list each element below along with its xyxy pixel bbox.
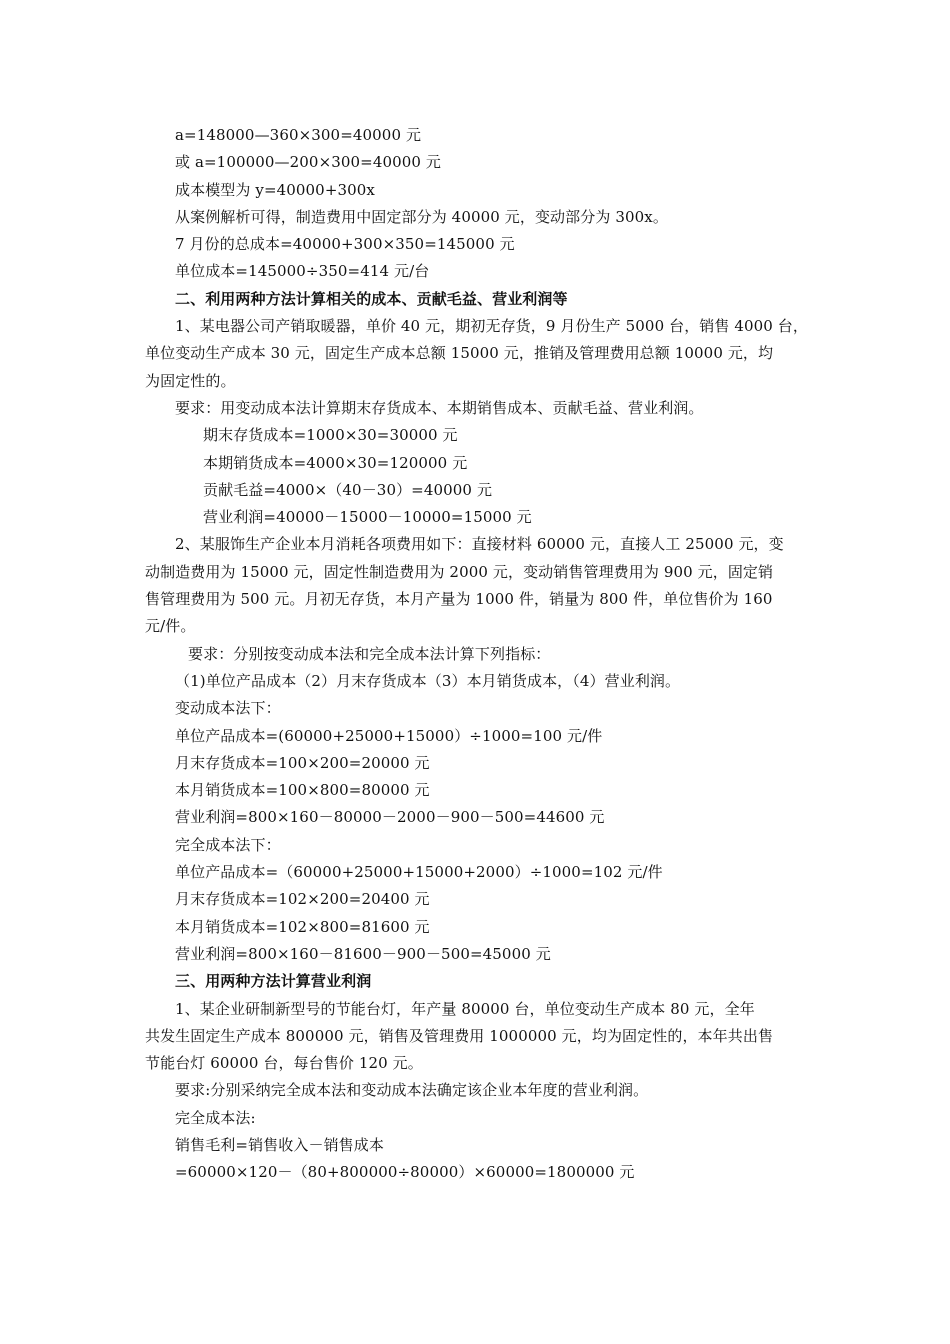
paragraph-line: 动制造费用为 15000 元，固定性制造费用为 2000 元，变动销售管理费用为 900 元，固定销 (145, 562, 774, 581)
formula-line: 本期销货成本=4000×30=120000 元 (203, 453, 468, 472)
formula-line: 本月销货成本=100×800=80000 元 (175, 781, 430, 800)
formula-line: 贡献毛益=4000×（40－30）=40000 元 (203, 480, 493, 499)
formula-line: 或 a=100000—200×300=40000 元 (175, 153, 442, 172)
requirement-line: 要求：分别按变动成本法和完全成本法计算下列指标： (188, 644, 551, 663)
subheading-line: 变动成本法下： (175, 699, 281, 718)
formula-line: 销售毛利=销售收入－销售成本 (175, 1135, 384, 1154)
document-body (145, 122, 815, 1187)
formula-line: 本月销货成本=102×800=81600 元 (175, 917, 430, 936)
formula-line: 单位产品成本=(60000+25000+15000）÷1000=100 元/件 (175, 726, 603, 745)
paragraph-line: 为固定性的。 (145, 371, 236, 390)
requirement-line: 要求：用变动成本法计算期末存货成本、本期销售成本、贡献毛益、营业利润。 (175, 398, 704, 417)
formula-line: 营业利润=800×160－81600－900－500=45000 元 (175, 944, 551, 963)
paragraph-line: 节能台灯 60000 台，每台售价 120 元。 (145, 1054, 423, 1073)
formula-line: a=148000—360×300=40000 元 (175, 126, 422, 144)
formula-line: 7 月份的总成本=40000+300×350=145000 元 (175, 235, 515, 254)
formula-line: 成本模型为 y=40000+300x (175, 180, 375, 199)
formula-line: 月末存货成本=100×200=20000 元 (175, 753, 430, 772)
subheading-line: 完全成本法: (175, 1108, 256, 1127)
formula-line: =60000×120－（80+800000÷80000）×60000=1800000 元 (175, 1163, 635, 1182)
formula-line: 营业利润=800×160－80000－2000－900－500=44600 元 (175, 808, 605, 827)
section-heading-3: 三、用两种方法计算营业利润 (175, 972, 372, 991)
paragraph-line: 2、某服饰生产企业本月消耗各项费用如下：直接材料 60000 元，直接人工 25000 元，变 (175, 535, 784, 554)
formula-line: 单位产品成本=（60000+25000+15000+2000）÷1000=102 元/件 (175, 863, 663, 882)
formula-line: 单位成本=145000÷350=414 元/台 (175, 262, 430, 281)
paragraph-line: 1、某企业研制新型号的节能台灯，年产量 80000 台，单位变动生产成本 80 元，全年 (175, 999, 755, 1018)
paragraph-line: 元/件。 (145, 617, 196, 636)
formula-line: 期末存货成本=1000×30=30000 元 (203, 426, 458, 445)
requirement-line: 要求:分别采纳完全成本法和变动成本法确定该企业本年度的营业利润。 (175, 1081, 649, 1100)
section-heading-2: 二、利用两种方法计算相关的成本、贡献毛益、营业利润等 (175, 289, 568, 308)
paragraph-line: 从案例解析可得，制造费用中固定部分为 40000 元，变动部分为 300x。 (175, 207, 668, 226)
paragraph-line: （1)单位产品成本（2）月末存货成本（3）本月销货成本，（4）营业利润。 (175, 671, 681, 690)
paragraph-line: 共发生固定生产成本 800000 元，销售及管理费用 1000000 元，均为固定性的，本年共出售 (145, 1026, 774, 1045)
subheading-line: 完全成本法下： (175, 835, 281, 854)
formula-line: 营业利润=40000－15000－10000=15000 元 (203, 508, 532, 527)
formula-line: 月末存货成本=102×200=20400 元 (175, 890, 430, 909)
paragraph-line: 单位变动生产成本 30 元，固定生产成本总额 15000 元，推销及管理费用总额 10000 元，均 (145, 344, 774, 363)
paragraph-line: 售管理费用为 500 元。月初无存货，本月产量为 1000 件，销量为 800 件，单位售价为 160 (145, 590, 773, 609)
paragraph-line: 1、某电器公司产销取暖器，单价 40 元，期初无存货，9 月份生产 5000 台，销售 4000 台， (175, 317, 809, 336)
